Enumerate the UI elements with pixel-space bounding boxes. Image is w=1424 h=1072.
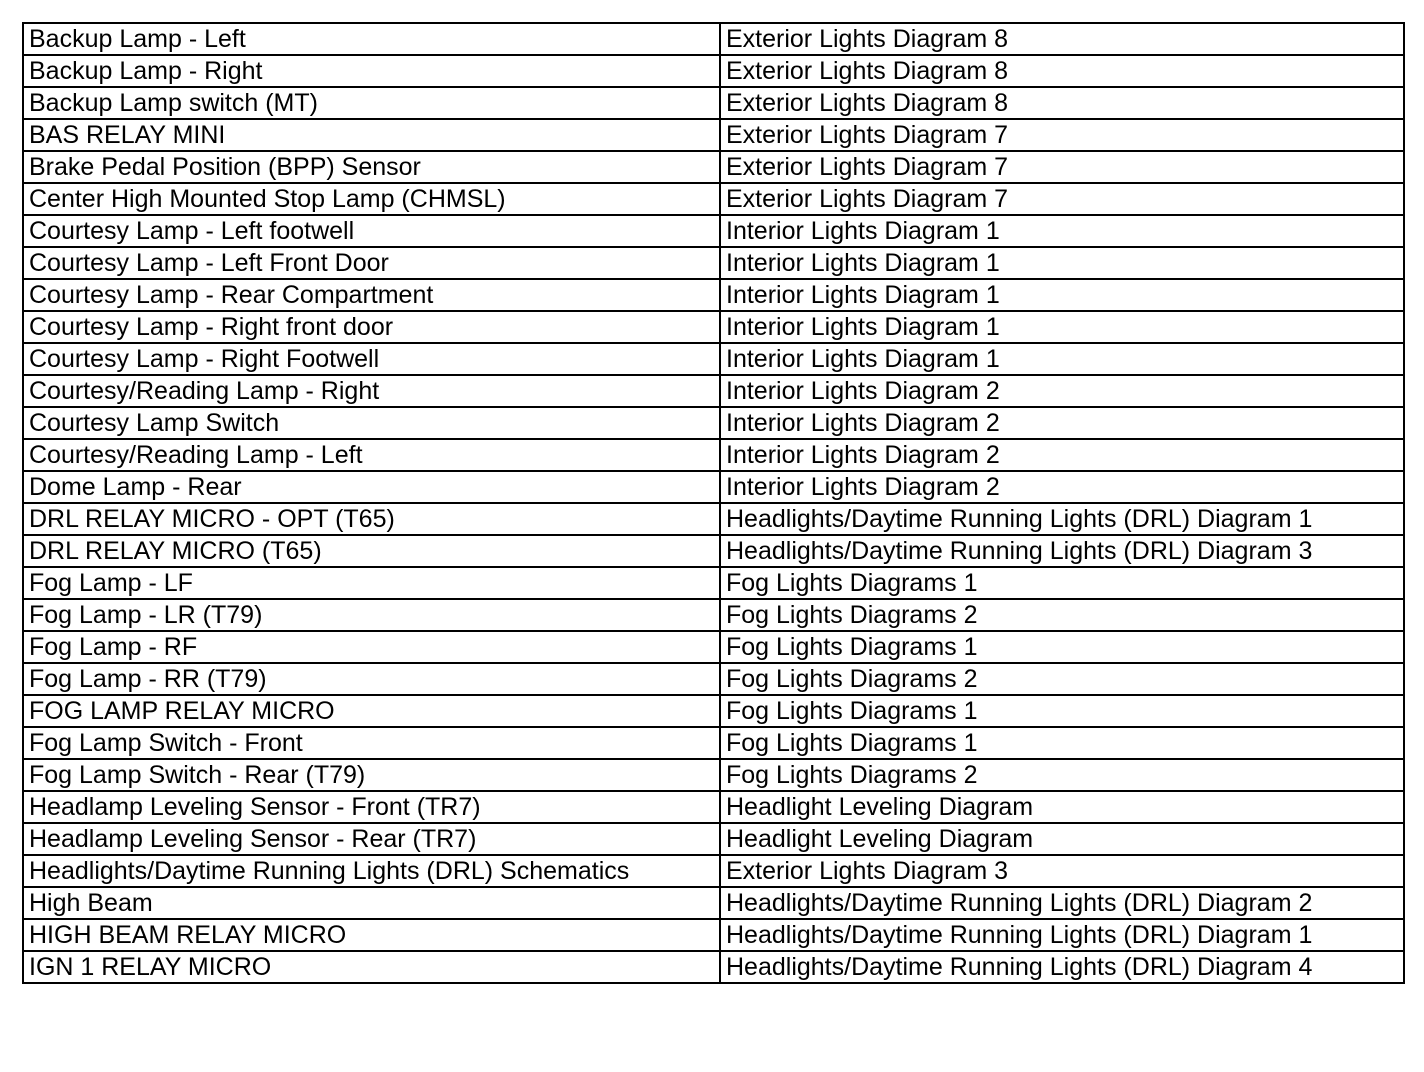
table-row bbox=[23, 567, 1404, 599]
table-row bbox=[23, 599, 1404, 631]
diagram-cell: Headlights/Daytime Running Lights (DRL) Diagram 2 bbox=[720, 887, 1404, 919]
table-row bbox=[23, 215, 1404, 247]
component-cell: Fog Lamp Switch - Rear (T79) bbox=[23, 759, 720, 791]
table-row bbox=[23, 247, 1404, 279]
diagram-cell: Exterior Lights Diagram 8 bbox=[720, 23, 1404, 55]
table-row bbox=[23, 631, 1404, 663]
diagram-cell: Interior Lights Diagram 2 bbox=[720, 471, 1404, 503]
component-cell: Fog Lamp - LF bbox=[23, 567, 720, 599]
component-cell: High Beam bbox=[23, 887, 720, 919]
table-row bbox=[23, 343, 1404, 375]
component-cell: DRL RELAY MICRO - OPT (T65) bbox=[23, 503, 720, 535]
table-row bbox=[23, 919, 1404, 951]
table-row bbox=[23, 23, 1404, 55]
diagram-cell: Exterior Lights Diagram 8 bbox=[720, 87, 1404, 119]
diagram-cell: Interior Lights Diagram 1 bbox=[720, 343, 1404, 375]
diagram-cell: Exterior Lights Diagram 7 bbox=[720, 151, 1404, 183]
component-cell: Courtesy Lamp - Left footwell bbox=[23, 215, 720, 247]
component-cell: DRL RELAY MICRO (T65) bbox=[23, 535, 720, 567]
component-cell: Fog Lamp - RF bbox=[23, 631, 720, 663]
diagram-cell: Interior Lights Diagram 2 bbox=[720, 375, 1404, 407]
component-cell: Backup Lamp switch (MT) bbox=[23, 87, 720, 119]
table-row bbox=[23, 791, 1404, 823]
diagram-cell: Fog Lights Diagrams 1 bbox=[720, 727, 1404, 759]
table-row bbox=[23, 55, 1404, 87]
table-row bbox=[23, 151, 1404, 183]
table-row bbox=[23, 855, 1404, 887]
table-row bbox=[23, 727, 1404, 759]
diagram-cell: Fog Lights Diagrams 2 bbox=[720, 599, 1404, 631]
diagram-cell: Exterior Lights Diagram 7 bbox=[720, 119, 1404, 151]
diagram-cell: Headlights/Daytime Running Lights (DRL) Diagram 4 bbox=[720, 951, 1404, 983]
diagram-cell: Exterior Lights Diagram 8 bbox=[720, 55, 1404, 87]
table-row bbox=[23, 279, 1404, 311]
diagram-cell: Exterior Lights Diagram 7 bbox=[720, 183, 1404, 215]
diagram-cell: Headlights/Daytime Running Lights (DRL) Diagram 1 bbox=[720, 503, 1404, 535]
diagram-cell: Headlight Leveling Diagram bbox=[720, 791, 1404, 823]
diagram-cell: Interior Lights Diagram 1 bbox=[720, 279, 1404, 311]
component-cell: Courtesy/Reading Lamp - Right bbox=[23, 375, 720, 407]
component-cell: Courtesy Lamp - Right Footwell bbox=[23, 343, 720, 375]
component-index-table bbox=[22, 22, 1405, 984]
component-cell: FOG LAMP RELAY MICRO bbox=[23, 695, 720, 727]
component-cell: HIGH BEAM RELAY MICRO bbox=[23, 919, 720, 951]
table-row bbox=[23, 663, 1404, 695]
diagram-cell: Fog Lights Diagrams 2 bbox=[720, 663, 1404, 695]
table-row bbox=[23, 471, 1404, 503]
component-cell: Backup Lamp - Right bbox=[23, 55, 720, 87]
diagram-cell: Headlights/Daytime Running Lights (DRL) Diagram 1 bbox=[720, 919, 1404, 951]
table-row bbox=[23, 87, 1404, 119]
diagram-cell: Interior Lights Diagram 1 bbox=[720, 311, 1404, 343]
diagram-cell: Fog Lights Diagrams 1 bbox=[720, 695, 1404, 727]
diagram-cell: Exterior Lights Diagram 3 bbox=[720, 855, 1404, 887]
component-cell: Courtesy/Reading Lamp - Left bbox=[23, 439, 720, 471]
table-row bbox=[23, 311, 1404, 343]
table-row bbox=[23, 503, 1404, 535]
table-row bbox=[23, 535, 1404, 567]
component-cell: Fog Lamp - RR (T79) bbox=[23, 663, 720, 695]
component-cell: BAS RELAY MINI bbox=[23, 119, 720, 151]
diagram-cell: Interior Lights Diagram 2 bbox=[720, 439, 1404, 471]
diagram-cell: Interior Lights Diagram 2 bbox=[720, 407, 1404, 439]
component-cell: Fog Lamp Switch - Front bbox=[23, 727, 720, 759]
table-row bbox=[23, 823, 1404, 855]
table-row bbox=[23, 695, 1404, 727]
component-cell: Headlights/Daytime Running Lights (DRL) Schematics bbox=[23, 855, 720, 887]
component-cell: IGN 1 RELAY MICRO bbox=[23, 951, 720, 983]
table-row bbox=[23, 887, 1404, 919]
component-cell: Courtesy Lamp - Rear Compartment bbox=[23, 279, 720, 311]
table-row bbox=[23, 951, 1404, 983]
component-cell: Center High Mounted Stop Lamp (CHMSL) bbox=[23, 183, 720, 215]
diagram-cell: Fog Lights Diagrams 1 bbox=[720, 631, 1404, 663]
component-cell: Brake Pedal Position (BPP) Sensor bbox=[23, 151, 720, 183]
component-cell: Headlamp Leveling Sensor - Rear (TR7) bbox=[23, 823, 720, 855]
diagram-cell: Headlights/Daytime Running Lights (DRL) Diagram 3 bbox=[720, 535, 1404, 567]
component-cell: Courtesy Lamp - Left Front Door bbox=[23, 247, 720, 279]
component-cell: Courtesy Lamp - Right front door bbox=[23, 311, 720, 343]
diagram-cell: Interior Lights Diagram 1 bbox=[720, 247, 1404, 279]
component-cell: Backup Lamp - Left bbox=[23, 23, 720, 55]
diagram-cell: Interior Lights Diagram 1 bbox=[720, 215, 1404, 247]
table-row bbox=[23, 119, 1404, 151]
component-cell: Dome Lamp - Rear bbox=[23, 471, 720, 503]
table-row bbox=[23, 375, 1404, 407]
diagram-cell: Headlight Leveling Diagram bbox=[720, 823, 1404, 855]
table-row bbox=[23, 439, 1404, 471]
component-cell: Headlamp Leveling Sensor - Front (TR7) bbox=[23, 791, 720, 823]
component-cell: Fog Lamp - LR (T79) bbox=[23, 599, 720, 631]
table-row bbox=[23, 183, 1404, 215]
diagram-cell: Fog Lights Diagrams 1 bbox=[720, 567, 1404, 599]
diagram-cell: Fog Lights Diagrams 2 bbox=[720, 759, 1404, 791]
table-row bbox=[23, 759, 1404, 791]
table-body bbox=[23, 23, 1404, 983]
table-row bbox=[23, 407, 1404, 439]
component-cell: Courtesy Lamp Switch bbox=[23, 407, 720, 439]
